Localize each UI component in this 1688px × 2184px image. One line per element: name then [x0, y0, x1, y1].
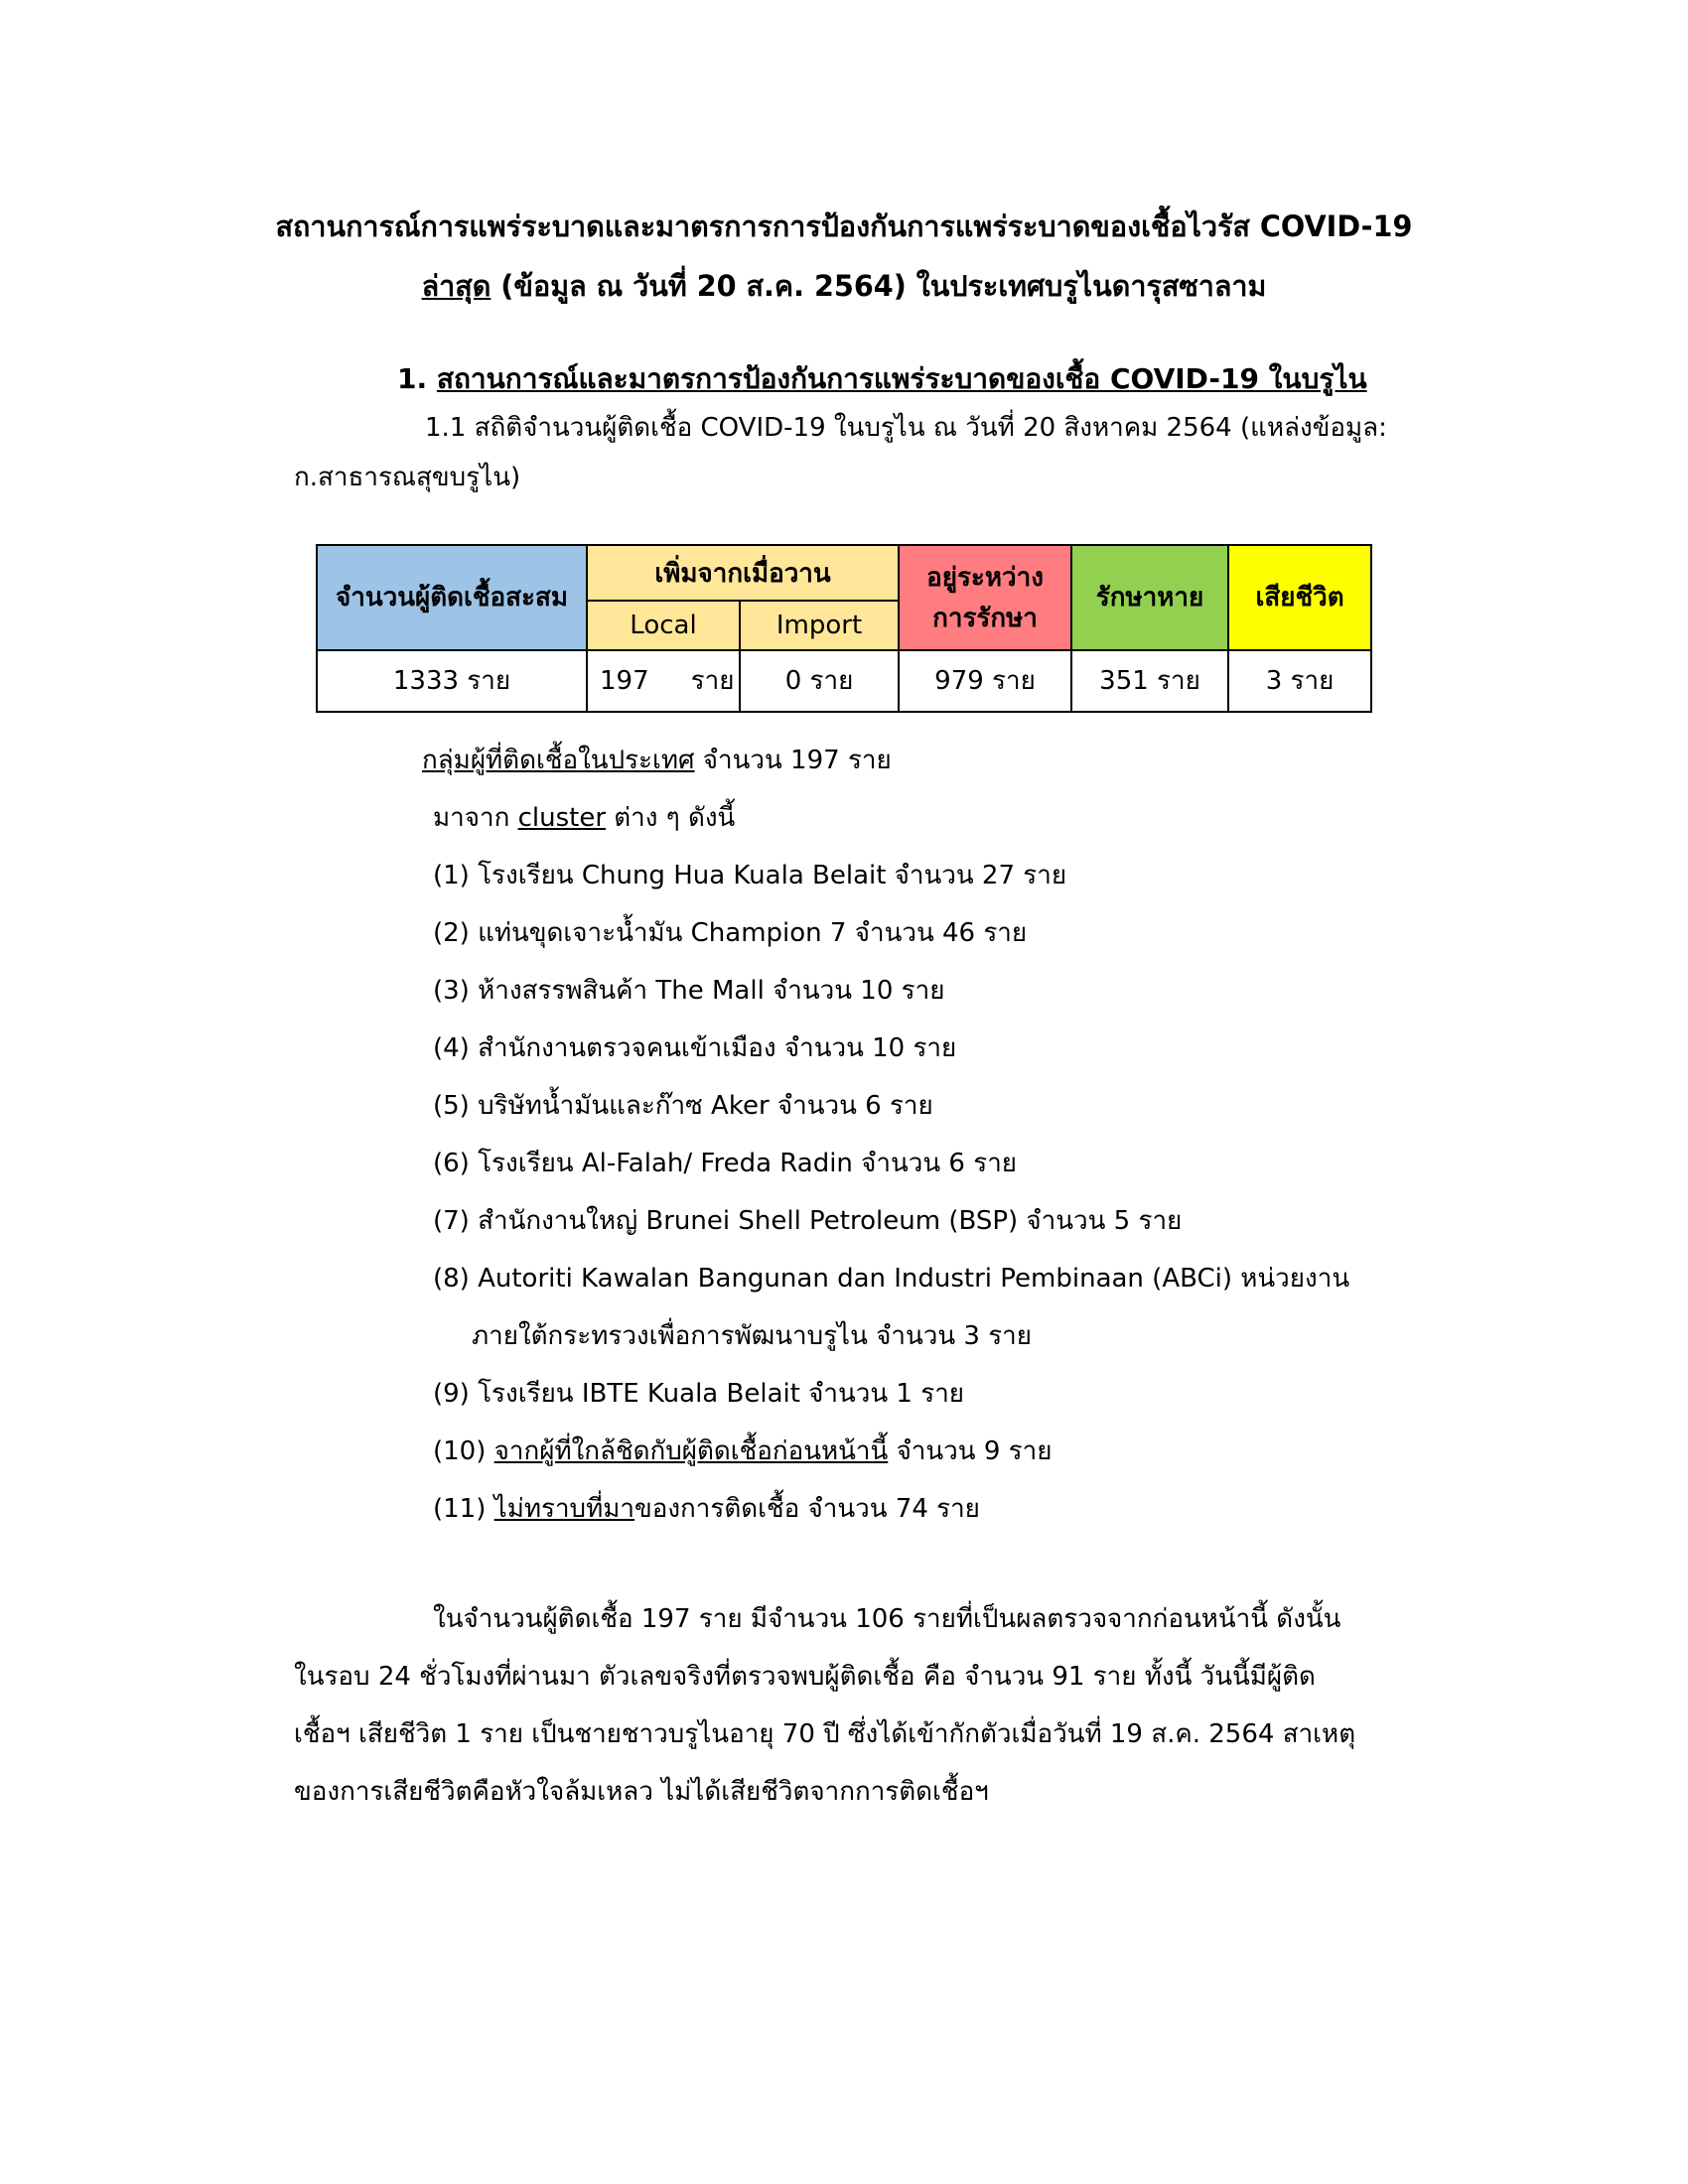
header-local: Local [587, 601, 740, 650]
section-heading-text: สถานการณ์และมาตรการป้องกันการแพร่ระบาดของเชื้อ COVID-19 ในบรูไน [436, 362, 1367, 395]
value-recovered: 351 ราย [1071, 650, 1228, 712]
cluster-item-11-rest: ของการติดเชื้อ จำนวน 74 ราย [633, 1494, 980, 1524]
subsection-1-1-line1: 1.1 สถิติจำนวนผู้ติดเชื้อ COVID-19 ในบรูไน ณ วันที่ 20 สิงหาคม 2564 (แหล่งข้อมูล: [425, 413, 1387, 443]
cluster-item-2: (2) แท่นขุดเจาะน้ำมัน Champion 7 จำนวน 46 ราย [433, 918, 1028, 948]
summary-line-3: เชื้อฯ เสียชีวิต 1 ราย เป็นชายชาวบรูไนอายุ 70 ปี ซึ่งได้เข้ากักตัวเมื่อวันที่ 19 ส.ค. 2564 สาเหตุ [294, 1719, 1356, 1749]
value-treating: 979 ราย [899, 650, 1071, 712]
cluster-item-5: (5) บริษัทน้ำมันและก๊าซ Aker จำนวน 6 ราย [433, 1091, 933, 1121]
title-date-country: (ข้อมูล ณ วันที่ 20 ส.ค. 2564) ในประเทศบรูไนดารุสซาลาม [491, 269, 1267, 303]
document-title-line2 [10, 263, 1678, 309]
cluster-item-9: (9) โรงเรียน IBTE Kuala Belait จำนวน 1 ราย [433, 1379, 965, 1409]
title-latest-underlined: ล่าสุด [421, 269, 492, 303]
header-import: Import [740, 601, 899, 650]
header-cumulative: จำนวนผู้ติดเชื้อสะสม [317, 545, 587, 650]
covid-stats-table [316, 544, 1372, 713]
header-treating-line2: การรักษา [932, 603, 1038, 633]
section-number: 1. [397, 362, 437, 395]
value-local-number: 197 [600, 666, 649, 697]
cluster-item-1: (1) โรงเรียน Chung Hua Kuala Belait จำนวน 27 ราย [433, 861, 1067, 890]
cluster-item-4: (4) สำนักงานตรวจคนเข้าเมือง จำนวน 10 ราย [433, 1033, 957, 1063]
cluster-intro-prefix: มาจาก [433, 803, 518, 833]
summary-line-4: ของการเสียชีวิตคือหัวใจล้มเหลว ไม่ได้เสียชีวิตจากการติดเชื้อฯ [294, 1777, 989, 1807]
domestic-group-label: กลุ่มผู้ที่ติดเชื้อในประเทศ [422, 746, 695, 775]
subsection-1-1-line2: ก.สาธารณสุขบรูไน) [294, 463, 521, 492]
domestic-group-count: จำนวน 197 ราย [694, 746, 892, 775]
header-treating [899, 545, 1071, 650]
cluster-item-8: (8) Autoriti Kawalan Bangunan dan Industri Pembinaan (ABCi) หน่วยงาน [433, 1264, 1350, 1294]
header-increase: เพิ่มจากเมื่อวาน [587, 545, 899, 601]
value-local-unit: ราย [690, 666, 735, 697]
cluster-word: cluster [517, 803, 607, 833]
cluster-item-3: (3) ห้างสรรพสินค้า The Mall จำนวน 10 ราย [433, 976, 945, 1006]
summary-line-1: ในจำนวนผู้ติดเชื้อ 197 ราย มีจำนวน 106 รายที่เป็นผลตรวจจากก่อนหน้านี้ ดังนั้น [433, 1604, 1341, 1634]
cluster-item-6: (6) โรงเรียน Al-Falah/ Freda Radin จำนวน 6 ราย [433, 1149, 1018, 1178]
value-cumulative: 1333 ราย [317, 650, 587, 712]
summary-line-2: ในรอบ 24 ชั่วโมงที่ผ่านมา ตัวเลขจริงที่ตรวจพบผู้ติดเชื้อ คือ จำนวน 91 ราย ทั้งนี้ วันนี้มีผู้ติด [294, 1662, 1316, 1692]
header-treating-line1: อยู่ระหว่าง [926, 562, 1044, 593]
cluster-item-8-cont: ภายใต้กระทรวงเพื่อการพัฒนาบรูไน จำนวน 3 ราย [472, 1321, 1033, 1351]
cluster-item-10-rest: จำนวน 9 ราย [888, 1436, 1053, 1466]
cluster-item-11 [433, 1488, 980, 1529]
cluster-intro [433, 797, 735, 838]
close-contacts-label: จากผู้ที่ใกล้ชิดกับผู้ติดเชื้อก่อนหน้านี้ [493, 1436, 889, 1466]
value-local [587, 650, 740, 712]
cluster-item-7: (7) สำนักงานใหญ่ Brunei Shell Petroleum (BSP) จำนวน 5 ราย [433, 1206, 1183, 1236]
cluster-item-10-prefix: (10) [433, 1436, 494, 1466]
value-import: 0 ราย [740, 650, 899, 712]
unknown-source-label: ไม่ทราบที่มา [493, 1494, 634, 1524]
domestic-group-line [422, 740, 892, 780]
section-1-heading [397, 357, 1367, 401]
cluster-intro-suffix: ต่าง ๆ ดังนี้ [606, 803, 736, 833]
cluster-item-10 [433, 1431, 1052, 1471]
document-title-line1: สถานการณ์การแพร่ระบาดและมาตรการการป้องกันการแพร่ระบาดของเชื้อไวรัส COVID-19 [275, 209, 1413, 243]
cluster-item-11-prefix: (11) [433, 1494, 494, 1524]
header-deaths: เสียชีวิต [1228, 545, 1371, 650]
header-recovered: รักษาหาย [1071, 545, 1228, 650]
value-deaths: 3 ราย [1228, 650, 1371, 712]
